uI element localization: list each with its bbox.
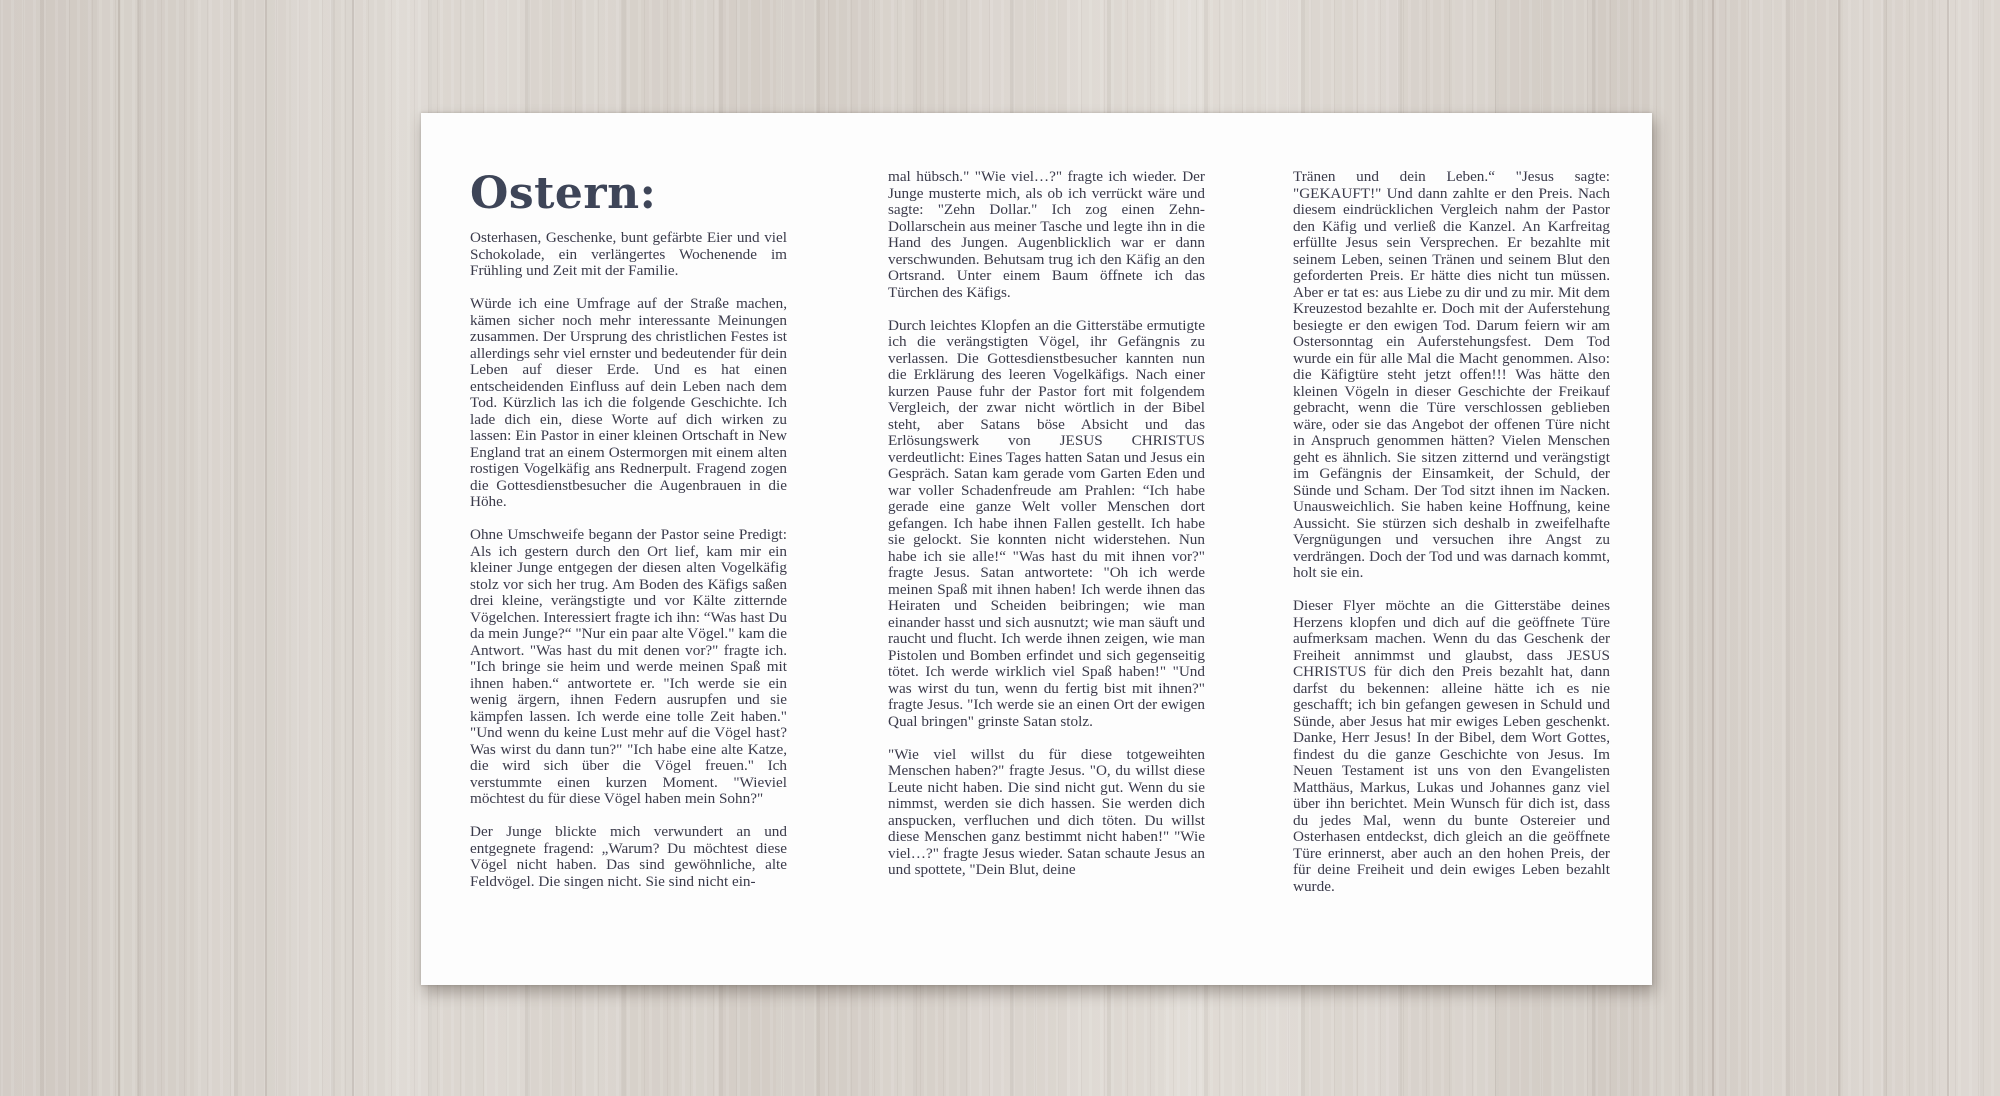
wood-grain — [1838, 0, 1840, 1096]
wood-grain — [118, 0, 120, 1096]
wood-grain — [265, 0, 267, 1096]
paragraph: Dieser Flyer möchte an die Gitterstäbe deines Herzens klopfen und dich auf die geöffnete Türe aufmerksam machen. Wenn du das Geschenk der Freiheit annimmst und glaubst, dass JESUS CHRISTUS für dich den Preis bezahlt hat, dann darfst du bekennen: alleine hätte ich es nie geschafft; ich bin gefangen gewesen in Schuld und Sünde, aber Jesus hat mir ewiges Leben geschenkt. Danke, Herr Jesus! In der Bibel, dem Wort Gottes, findest du die ganze Geschichte von Jesus. Im Neuen Testament ist uns von den Evangelisten Matthäus, Markus, Lukas und Johannes ganz viel über ihn berichtet. Mein Wunsch für dich ist, dass du jedes Mal, wenn du bunte Ostereier und Osterhasen entdeckst, dich gleich an die geöffnete Türe erinnerst, aber auch an den hohen Preis, der für deine Freiheit und dein ewiges Leben bezahlt wurde. — [1293, 597, 1610, 895]
flyer-title: Ostern: — [470, 168, 657, 219]
paragraph: mal hübsch." "Wie viel…?" fragte ich wieder. Der Junge musterte mich, als ob ich verrückt wäre und sagte: "Zehn Dollar." Ich zog einen Zehn-Dollarschein aus meiner Tasche und legte ihn in die Hand des Jungen. Augenblicklich war er dann verschwunden. Behutsam trug ich den Käfig an den Ortsrand. Unter einem Baum öffnete ich das Türchen des Käfigs. — [888, 168, 1205, 301]
flyer-page — [421, 113, 1652, 985]
wood-grain — [1712, 0, 1714, 1096]
paragraph: Würde ich eine Umfrage auf der Straße machen, kämen sicher noch mehr interessante Meinungen zusammen. Der Ursprung des christlichen Festes ist allerdings sehr viel ernster und bedeutender für dein Leben auf dieser Erde. Und es hat einen entscheidenden Einfluss auf dein Leben nach dem Tod. Kürzlich las ich die folgende Geschichte. Ich lade dich ein, diese Worte auf dich wirken zu lassen: Ein Pastor in einer kleinen Ortschaft in New England trat an einem Ostermorgen mit einem alten rostigen Vogelkäfig ans Rednerpult. Fragend zogen die Gottesdienstbesucher die Augenbrauen in die Höhe. — [470, 295, 787, 510]
text-column-3 — [1293, 169, 1610, 912]
text-column-1 — [470, 169, 787, 907]
wood-grain — [352, 0, 354, 1096]
text-column-2 — [888, 169, 1205, 895]
paragraph: Der Junge blickte mich verwundert an und entgegnete fragend: „Warum? Du möchtest diese Vögel nicht haben. Das sind gewöhnliche, alte Feldvögel. Die singen nicht. Sie sind nicht ein- — [470, 823, 787, 890]
wood-grain — [1947, 0, 1949, 1096]
paragraph: "Wie viel willst du für diese totgeweihten Menschen haben?" fragte Jesus. "O, du willst diese Leute nicht haben. Die sind nicht gut. Wenn du sie nimmst, werden sie dich hassen. Sie werden dich anspucken, verfluchen und dich töten. Du willst diese Menschen ganz bestimmt nicht haben!" "Wie viel…?" fragte Jesus wieder. Satan schaute Jesus an und spottete, "Dein Blut, deine — [888, 745, 1205, 878]
paragraph: Ohne Umschweife begann der Pastor seine Predigt: Als ich gestern durch den Ort lief, kam mir ein kleiner Junge entgegen der diesen alten Vogelkäfig stolz vor sich her trug. Am Boden des Käfigs saßen drei kleine, verängstigte und vor Kälte zitternde Vögelchen. Interessiert fragte ich ihn: “Was hast Du da mein Junge?“ "Nur ein paar alte Vögel." kam die Antwort. "Was hast du mit denen vor?" fragte ich. "Ich bringe sie heim und werde meinen Spaß mit ihnen haben.“ antwortete er. "Ich werde sie ein wenig ärgern, ihnen Federn ausrupfen und sie kämpfen lassen. Ich werde eine tolle Zeit haben." "Und wenn du keine Lust mehr auf die Vögel hast? Was wirst du dann tun?" "Ich habe eine alte Katze, die wird sich über die Vögel freuen." Ich verstummte einen kurzen Moment. "Wieviel möchtest du für diese Vögel haben mein Sohn?" — [470, 526, 787, 807]
paragraph: Durch leichtes Klopfen an die Gitterstäbe ermutigte ich die verängstigten Vögel, ihr Gefängnis zu verlassen. Die Gottesdienstbesucher kannten nun die Erklärung des leeren Vogelkäfigs. Nach einer kurzen Pause fuhr der Pastor fort mit folgendem Vergleich, der zwar nicht wörtlich in der Bibel steht, aber Satans böse Absicht und das Erlösungswerk von JESUS CHRISTUS verdeutlicht: Eines Tages hatten Satan und Jesus ein Gespräch. Satan kam gerade vom Garten Eden und war voller Schadenfreude am Prahlen: “Ich habe gerade eine ganze Welt voller Menschen dort gefangen. Ich habe ihnen Fallen gestellt. Ich habe sie gelockt. Sie konnten nicht widerstehen. Nun habe ich sie alle!“ "Was hast du mit ihnen vor?" fragte Jesus. Satan antwortete: "Oh ich werde meinen Spaß mit ihnen haben! Ich werde ihnen das Heiraten und Scheiden beibringen; wie man einander hasst und sich ausnutzt; wie man säuft und raucht und flucht. Ich werde ihnen zeigen, wie man Pistolen und Bomben erfindet und sich gegenseitig tötet. Ich werde wirklich viel Spaß haben!" "Und was wirst du tun, wenn du fertig bist mit ihnen?" fragte Jesus. "Ich werde sie an einen Ort der ewigen Qual bringen" grinste Satan stolz. — [888, 316, 1205, 730]
paragraph: Tränen und dein Leben.“ "Jesus sagte: "GEKAUFT!" Und dann zahlte er den Preis. Nach diesem eindrücklichen Vergleich nahm der Pastor den Käfig und verließ die Kanzel. An Karfreitag erfüllte Jesus sein Versprechen. Er bezahlte mit seinem Leben, seinen Tränen und seinem Blut den geforderten Preis. Er hätte dies nicht tun müssen. Aber er tat es: aus Liebe zu dir und zu mir. Mit dem Kreuzestod bezahlte er. Doch mit der Auferstehung besiegte er den ewigen Tod. Darum feiern wir am Ostersonntag ein Auferstehungsfest. Dem Tod wurde ein für alle Mal die Macht genommen. Also: die Käfigtüre steht jetzt offen!!! Was hätte den kleinen Vögeln in dieser Geschichte der Freikauf gebracht, wenn die Türe verschlossen geblieben wäre, oder sie das Angebot der offenen Türe nicht in Anspruch genommen hätten? Vielen Menschen geht es ähnlich. Sie sitzen zitternd und verängstigt im Gefängnis der Einsamkeit, der Schuld, der Sünde und Scham. Der Tod sitzt ihnen im Nacken. Unausweichlich. Sie haben keine Hoffnung, keine Aussicht. Sie stürzen sich deshalb in zweifelhafte Vergnügungen und versuchen ihre Angst zu verdrängen. Doch der Tod und was darnach kommt, holt sie ein. — [1293, 168, 1610, 581]
paragraph: Osterhasen, Geschenke, bunt gefärbte Eier und viel Schokolade, ein verlängertes Wochenende im Frühling und Zeit mit der Familie. — [470, 229, 787, 279]
